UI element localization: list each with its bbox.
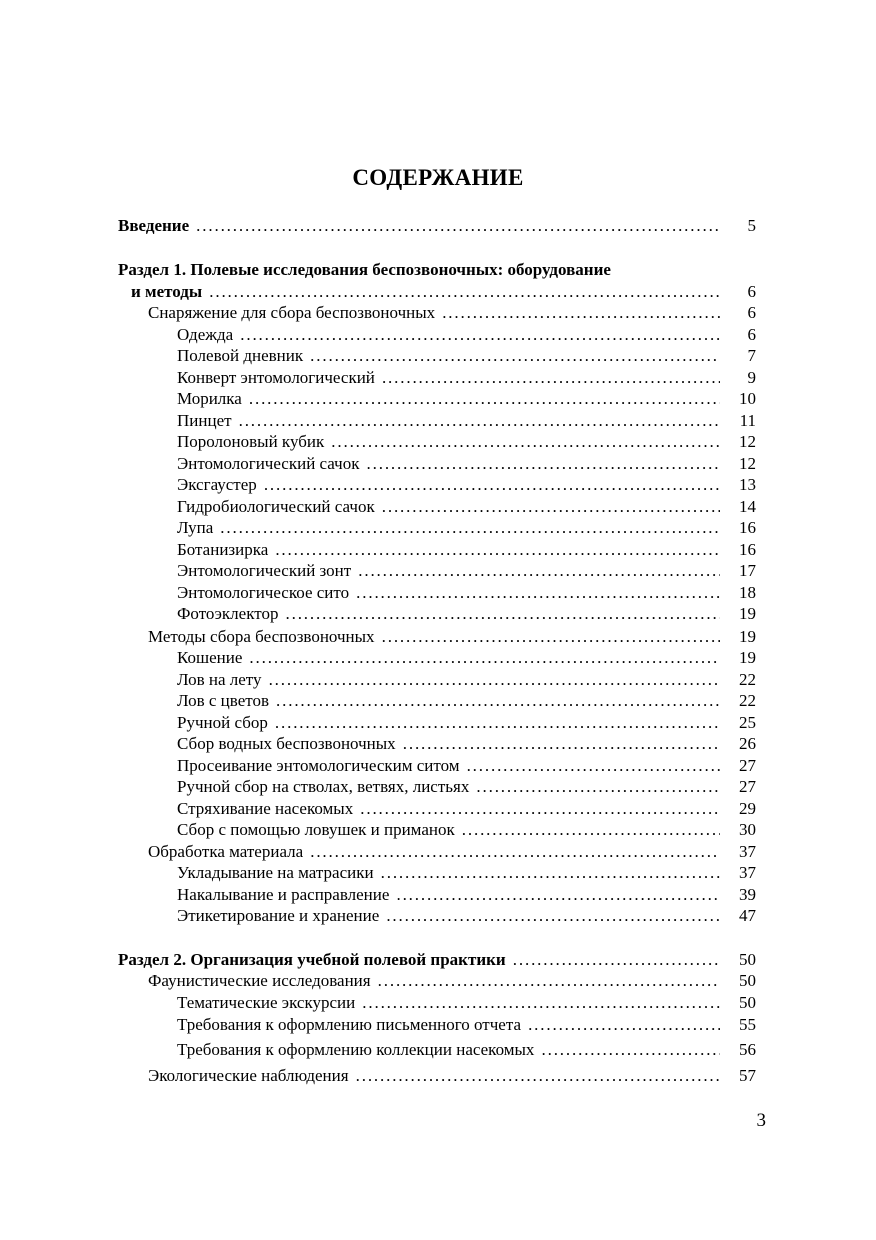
toc-entry (0, 841, 876, 863)
toc-entry-text: Энтомологический зонт (177, 561, 355, 580)
toc-entry-text: Гидробиологический сачок (177, 497, 379, 516)
toc-entry-title (177, 453, 720, 475)
toc-entry-text: Лов на лету (177, 670, 266, 689)
toc-entry-title (177, 992, 720, 1014)
toc-entry-page: 26 (739, 734, 756, 753)
toc-entry (0, 582, 876, 604)
toc-entry-text: Лов с цветов (177, 691, 273, 710)
toc-entry-text: Энтомологический сачок (177, 454, 363, 473)
toc-entry-title (148, 841, 720, 863)
toc-entry-page: 55 (739, 1015, 756, 1034)
toc-entry-title (148, 1065, 720, 1087)
toc-entry (0, 388, 876, 410)
toc-entry-title (177, 884, 720, 906)
toc-entry-title (177, 582, 720, 604)
toc-entry-page: 16 (739, 540, 756, 559)
toc-entry-page: 29 (739, 799, 756, 818)
toc-entry-title (177, 755, 720, 777)
toc-entry (0, 1014, 876, 1036)
toc-entry-text: Сбор с помощью ловушек и приманок (177, 820, 459, 839)
toc-entry-page: 6 (747, 282, 756, 301)
toc-entry-text: Эксгаустер (177, 475, 261, 494)
toc-entry-text: Раздел 2. Организация учебной полевой практики (118, 950, 510, 969)
toc-entry-title (177, 647, 720, 669)
toc-entry-title (118, 949, 720, 971)
toc-entry-title (177, 690, 720, 712)
toc-entry (0, 324, 876, 346)
toc-entry (0, 1039, 876, 1061)
toc-entry-page: 50 (739, 993, 756, 1012)
toc-entry-title (177, 798, 720, 820)
toc-entry-title (177, 1014, 720, 1036)
toc-entry-title (118, 215, 720, 237)
toc-entry (0, 496, 876, 518)
toc-entry-title (148, 970, 720, 992)
toc-entry-text: Полевой дневник (177, 346, 307, 365)
toc-entry (0, 453, 876, 475)
toc-entry (0, 474, 876, 496)
toc-entry-text: Морилка (177, 389, 246, 408)
toc-entry-page: 10 (739, 389, 756, 408)
toc-entry-text: Пинцет (177, 411, 236, 430)
toc-entry-title (177, 410, 720, 432)
toc-entry-page: 47 (739, 906, 756, 925)
toc-entry-page: 50 (739, 971, 756, 990)
toc-entry-title (177, 345, 720, 367)
toc-entry-text: Конверт энтомологический (177, 368, 379, 387)
toc-entry-text: Ручной сбор на стволах, ветвях, листьях (177, 777, 473, 796)
toc-entry (0, 776, 876, 798)
toc-entry-title (118, 259, 738, 281)
toc-entry-title (177, 669, 720, 691)
toc-entry-text: Требования к оформлению коллекции насекомых (177, 1040, 538, 1059)
toc-entry (0, 410, 876, 432)
toc-entry-text: Введение (118, 216, 193, 235)
toc-entry-title (177, 367, 720, 389)
toc-entry (0, 819, 876, 841)
toc-entry (0, 259, 876, 281)
toc-entry-title (131, 281, 720, 303)
toc-entry-page: 12 (739, 454, 756, 473)
toc-entry-text: Укладывание на матрасики (177, 863, 378, 882)
toc-entry-page: 19 (739, 604, 756, 623)
toc-entry (0, 712, 876, 734)
toc-entry-text: Этикетирование и хранение (177, 906, 383, 925)
toc-entry (0, 798, 876, 820)
toc-entry-text: Лупа (177, 518, 217, 537)
toc-entry-text: Экологические наблюдения (148, 1066, 353, 1085)
toc-entry-page: 6 (747, 325, 756, 344)
toc-entry-title (177, 474, 720, 496)
toc-entry-text: Поролоновый кубик (177, 432, 328, 451)
toc-entry (0, 431, 876, 453)
toc-entry-text: и методы (131, 282, 206, 301)
toc-entry-text: Тематические экскурсии (177, 993, 359, 1012)
toc-entry-text: Сбор водных беспозвоночных (177, 734, 400, 753)
toc-entry (0, 517, 876, 539)
toc-entry-page: 37 (739, 863, 756, 882)
toc-entry-title (148, 302, 720, 324)
toc-entry-title (177, 388, 720, 410)
toc-entry-title (177, 1039, 720, 1061)
toc-entry (0, 733, 876, 755)
toc-entry-text: Фотоэклектор (177, 604, 282, 623)
toc-entry (0, 539, 876, 561)
toc-entry-page: 57 (739, 1066, 756, 1085)
toc-entry-page: 7 (747, 346, 756, 365)
toc-entry-page: 22 (739, 670, 756, 689)
toc-entry-title (177, 539, 720, 561)
toc-entry-page: 19 (739, 648, 756, 667)
toc-entry-title (148, 626, 720, 648)
toc-entry (0, 367, 876, 389)
toc-entry-title (177, 560, 720, 582)
toc-entry-page: 22 (739, 691, 756, 710)
toc-entry (0, 862, 876, 884)
toc-entry-title (177, 496, 720, 518)
toc-entry-text: Ботанизирка (177, 540, 272, 559)
toc-entry-page: 17 (739, 561, 756, 580)
toc-entry-title (177, 712, 720, 734)
toc-entry (0, 647, 876, 669)
page-title: СОДЕРЖАНИЕ (352, 165, 524, 190)
toc-entry (0, 970, 876, 992)
toc-entry-title (177, 776, 720, 798)
toc-entry-title (177, 862, 720, 884)
toc-entry-page: 14 (739, 497, 756, 516)
toc-entry (0, 992, 876, 1014)
toc-entry (0, 302, 876, 324)
toc-entry-title (177, 324, 720, 346)
toc-entry-text: Снаряжение для сбора беспозвоночных (148, 303, 439, 322)
toc-entry-text: Методы сбора беспозвоночных (148, 627, 379, 646)
toc-entry-title (177, 819, 720, 841)
toc-entry-text: Стряхивание насекомых (177, 799, 357, 818)
toc-entry-title (177, 603, 720, 625)
toc-entry (0, 281, 876, 303)
toc-entry-text: Энтомологическое сито (177, 583, 353, 602)
toc-entry (0, 1065, 876, 1087)
toc-entry (0, 690, 876, 712)
toc-entry-page: 27 (739, 756, 756, 775)
toc-entry-page: 11 (739, 411, 756, 430)
toc-entry (0, 755, 876, 777)
toc-entry-title (177, 517, 720, 539)
toc-entry-title (177, 733, 720, 755)
toc-entry (0, 884, 876, 906)
toc-entry (0, 345, 876, 367)
toc-entry-page: 9 (747, 368, 756, 387)
toc-entry (0, 215, 876, 237)
toc-entry (0, 949, 876, 971)
toc-entry-text: Одежда (177, 325, 237, 344)
toc-entry-page: 5 (747, 216, 756, 235)
toc-entry (0, 905, 876, 927)
toc-entry-text: Накалывание и расправление (177, 885, 393, 904)
toc-entry-page: 12 (739, 432, 756, 451)
toc-entry-page: 25 (739, 713, 756, 732)
page-number: 3 (756, 1110, 766, 1131)
toc-entry-page: 30 (739, 820, 756, 839)
toc-entry-page: 19 (739, 627, 756, 646)
toc-entry-page: 16 (739, 518, 756, 537)
toc-entry (0, 603, 876, 625)
toc-entry-text: Обработка материала (148, 842, 307, 861)
toc-entry-title (177, 905, 720, 927)
toc-entry-text: Раздел 1. Полевые исследования беспозвоночных: оборудование (118, 260, 615, 279)
toc-entry-page: 56 (739, 1040, 756, 1059)
toc-entry (0, 626, 876, 648)
toc-entry (0, 560, 876, 582)
toc-entry-text: Фаунистические исследования (148, 971, 375, 990)
toc-entry-page: 27 (739, 777, 756, 796)
toc-entry-page: 13 (739, 475, 756, 494)
toc-entry-title (177, 431, 720, 453)
toc-entry-page: 37 (739, 842, 756, 861)
toc-entry-text: Кошение (177, 648, 246, 667)
toc-entry-page: 6 (747, 303, 756, 322)
toc-entry-page: 50 (739, 950, 756, 969)
toc-entry-page: 18 (739, 583, 756, 602)
toc-entry-text: Просеивание энтомологическим ситом (177, 756, 464, 775)
toc-entry-text: Ручной сбор (177, 713, 272, 732)
toc-entry-page: 39 (739, 885, 756, 904)
toc-entry-text: Требования к оформлению письменного отчета (177, 1015, 525, 1034)
toc-entry (0, 669, 876, 691)
